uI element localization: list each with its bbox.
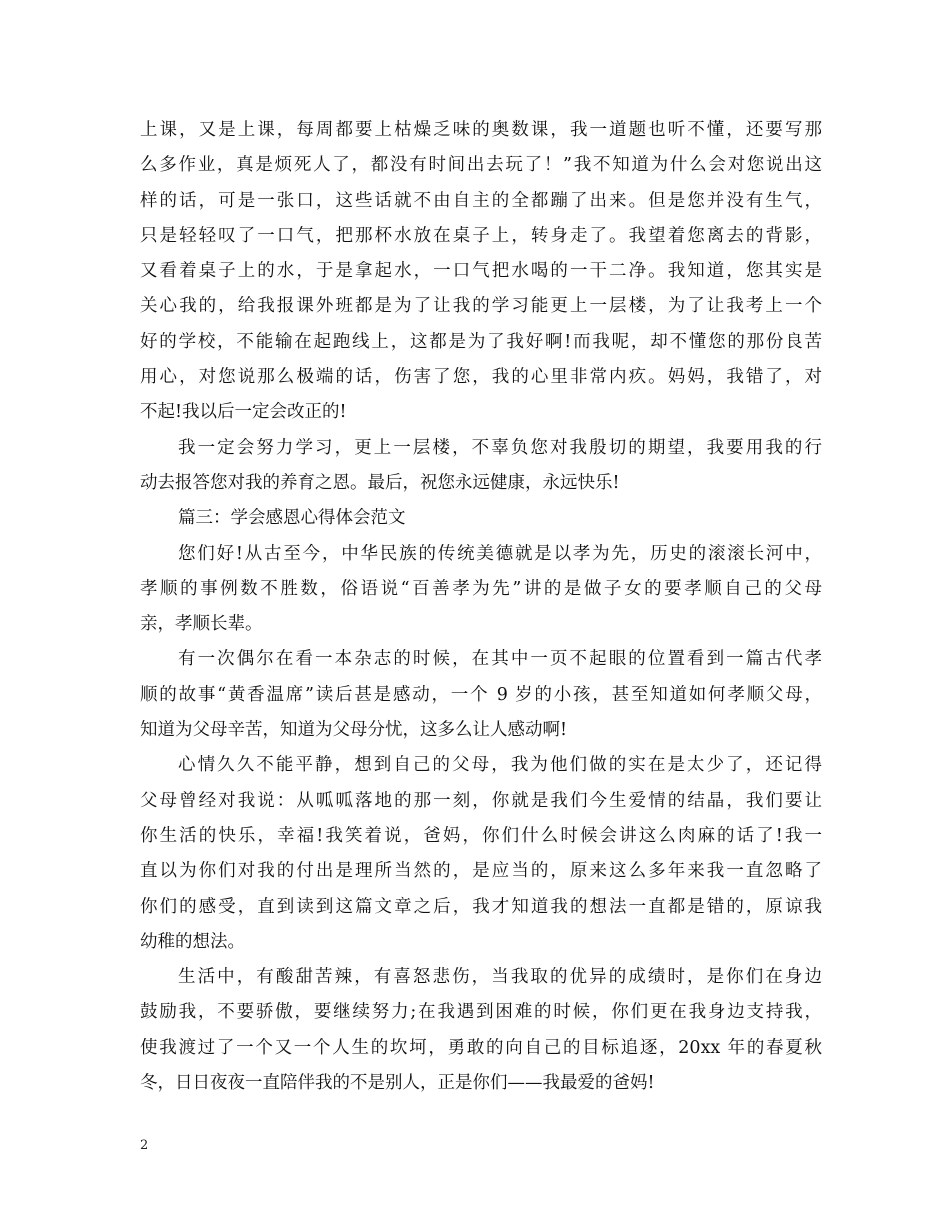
text-line: 你们的感受，直到读到这篇文章之后，我才知道我的想法一直都是错的，原谅我 — [140, 896, 822, 917]
text-line: 生活中，有酸甜苦辣，有喜怒悲伤，当我取的优异的成绩时，是你们在身边 — [178, 967, 822, 988]
text-line: 上课，又是上课，每周都要上枯燥乏味的奥数课，我一道题也听不懂，还要写那 — [140, 120, 822, 140]
text-line: 有一次偶尔在看一本杂志的时候，在其中一页不起眼的位置看到一篇古代孝 — [178, 649, 822, 670]
text-line: 鼓励我，不要骄傲，要继续努力;在我遇到困难的时候，你们更在我身边支持我， — [140, 1002, 822, 1023]
text-line: 直以为你们对我的付出是理所当然的，是应当的，原来这么多年来我一直忽略了 — [140, 861, 822, 882]
text-line: 使我渡过了一个又一个人生的坎坷，勇敢的向自己的目标追逐，20xx 年的春夏秋 — [140, 1037, 822, 1058]
text-line: 父母曾经对我说：从呱呱落地的那一刻，你就是我们今生爱情的结晶，我们要让 — [140, 790, 822, 811]
text-line: 冬，日日夜夜一直陪伴我的不是别人，正是你们——我最爱的爸妈! — [140, 1073, 655, 1094]
text-line: 你生活的快乐，幸福!我笑着说，爸妈，你们什么时候会讲这么肉麻的话了!我一 — [140, 825, 822, 846]
text-line: 动去报答您对我的养育之恩。最后，祝您永远健康，永远快乐! — [140, 472, 620, 493]
text-line: 知道为父母辛苦，知道为父母分忧，这多么让人感动啊! — [140, 720, 568, 741]
text-line: 幼稚的想法。 — [140, 931, 245, 952]
text-line: 么多作业，真是烦死人了，都没有时间出去玩了！”我不知道为什么会对您说出这 — [140, 155, 822, 176]
text-line: 只是轻轻叹了一口气，把那杯水放在桌子上，转身走了。我望着您离去的背影， — [140, 225, 822, 246]
text-line: 您们好!从古至今，中华民族的传统美德就是以孝为先，历史的滚滚长河中， — [178, 543, 822, 564]
text-line: 不起!我以后一定会改正的! — [140, 402, 347, 423]
text-line: 用心，对您说那么极端的话，伤害了您，我的心里非常内疚。妈妈，我错了，对 — [140, 367, 822, 388]
text-line: 我一定会努力学习，更上一层楼，不辜负您对我殷切的期望，我要用我的行 — [178, 437, 822, 458]
text-line: 关心我的，给我报课外班都是为了让我的学习能更上一层楼，为了让我考上一个 — [140, 296, 822, 317]
text-line: 顺的故事“黄香温席”读后甚是感动，一个 9 岁的小孩，甚至知道如何孝顺父母， — [140, 684, 822, 705]
text-line: 篇三：学会感恩心得体会范文 — [178, 508, 406, 529]
text-line: 亲，孝顺长辈。 — [140, 614, 263, 635]
text-line: 好的学校，不能输在起跑线上，这都是为了我好啊!而我呢，却不懂您的那份良苦 — [140, 331, 822, 352]
page-number: 2 — [140, 1138, 149, 1153]
text-line: 样的话，可是一张口，这些话就不由自主的全都蹦了出来。但是您并没有生气， — [140, 190, 822, 211]
text-line: 又看着桌子上的水，于是拿起水，一口气把水喝的一干二净。我知道，您其实是 — [140, 261, 822, 282]
text-line: 心情久久不能平静，想到自己的父母，我为他们做的实在是太少了，还记得 — [178, 755, 822, 776]
text-line: 孝顺的事例数不胜数，俗语说“百善孝为先”讲的是做子女的要孝顺自己的父母 — [140, 578, 822, 599]
body-text — [140, 113, 822, 1101]
